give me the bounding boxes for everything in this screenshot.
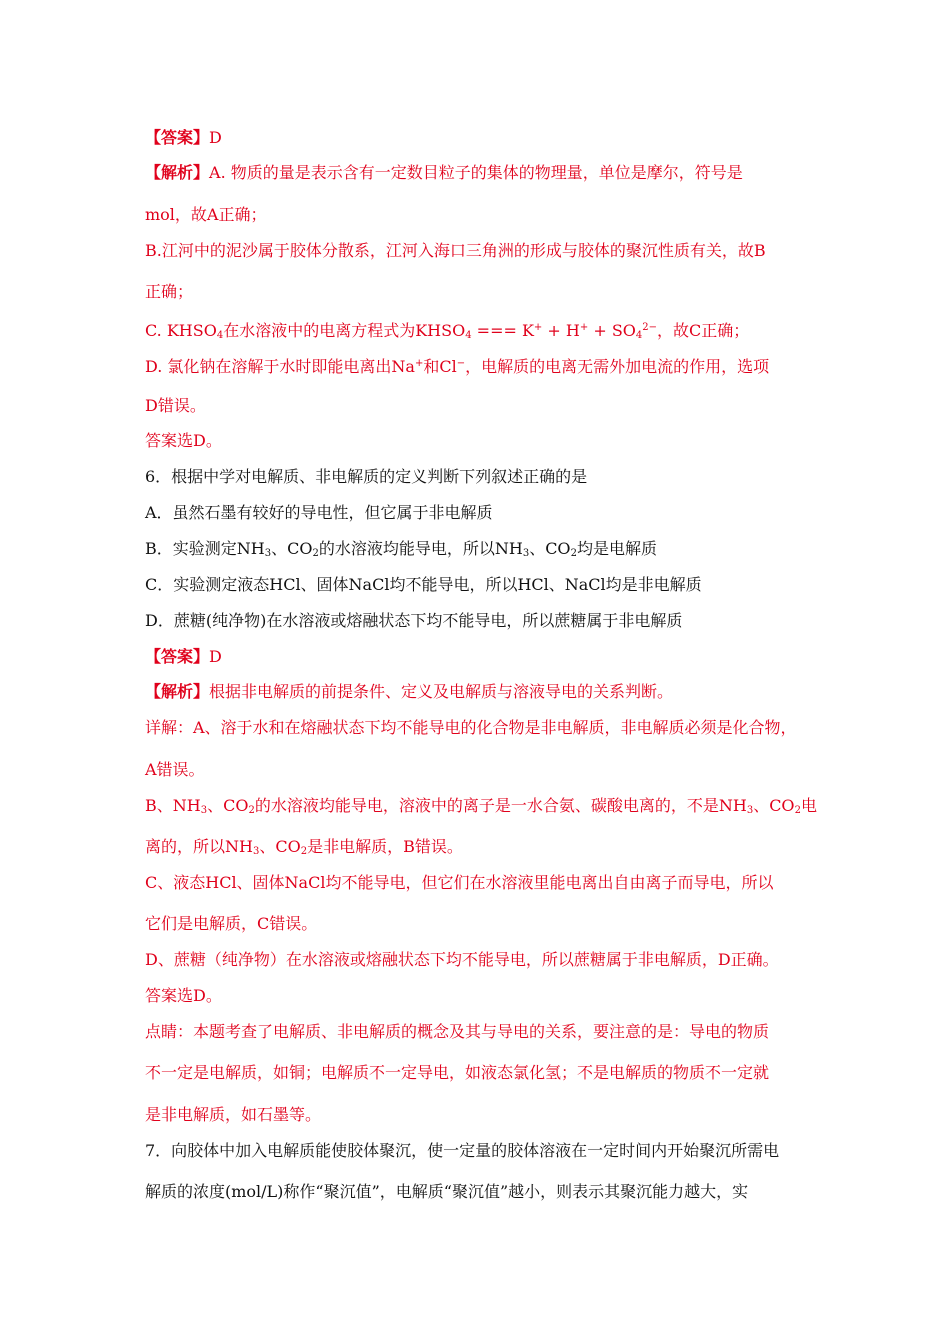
q6-option-a: A．虽然石墨有较好的导电性，但它属于非电解质: [145, 503, 493, 522]
text-segment: 、CO: [529, 539, 571, 558]
q6-answer-line: [145, 647, 222, 667]
q5-analysis-b-line-1: B.江河中的泥沙属于胶体分散系，江河入海口三角洲的形成与胶体的聚沉性质有关，故B: [145, 241, 766, 260]
q6-option-d: D．蔗糖(纯净物)在水溶液或熔融状态下均不能导电，所以蔗糖属于非电解质: [145, 611, 683, 630]
analysis-label: 【解析】: [145, 163, 210, 182]
subscript: 2: [570, 548, 577, 559]
q6-comment-line-3: 是非电解质，如石墨等。: [145, 1105, 322, 1124]
answer-label: 【答案】: [145, 647, 210, 666]
text-segment: === K: [471, 321, 534, 340]
q5-analysis-d-line-2: D错误。: [145, 396, 206, 415]
subscript: 3: [200, 805, 208, 816]
superscript: +: [414, 358, 424, 369]
text-segment: 、CO: [271, 539, 313, 558]
text-segment: 、CO: [207, 796, 249, 815]
q6-detail-b-line-1: [145, 796, 817, 821]
text-segment: 均是电解质: [576, 539, 657, 558]
text-segment: D. 氯化钠在溶解于水时即能电离出Na: [145, 357, 415, 376]
q6-comment-line-2: 不一定是电解质，如铜；电解质不一定导电，如液态氯化氢；不是电解质的物质不一定就: [145, 1063, 770, 1082]
text-segment: 的水溶液均能导电，所以NH: [318, 539, 523, 558]
subscript: 3: [522, 548, 530, 559]
q5-analysis-line-2: mol，故A正确；: [145, 205, 267, 224]
q7-stem-line-2: 解质的浓度(mol/L)称作“聚沉值”，电解质“聚沉值”越小，则表示其聚沉能力越大，实: [145, 1182, 749, 1201]
q6-stem: 6．根据中学对电解质、非电解质的定义判断下列叙述正确的是: [145, 467, 588, 486]
answer-value: D: [209, 128, 222, 147]
superscript: +: [533, 322, 543, 333]
subscript: 3: [264, 548, 272, 559]
q6-option-b: [145, 539, 657, 564]
text-segment: 和Cl: [423, 357, 457, 376]
subscript: 2: [300, 846, 308, 857]
text-segment: B、NH: [145, 796, 201, 815]
text-segment: B．实验测定NH: [145, 539, 265, 558]
subscript: 4: [216, 330, 224, 341]
subscript: 3: [252, 846, 260, 857]
q6-conclusion: 答案选D。: [145, 986, 222, 1005]
q6-detail-c-line-2: 它们是电解质，C错误。: [145, 914, 318, 933]
q6-comment-line-1: 点睛：本题考查了电解质、非电解质的概念及其与导电的关系，要注意的是：导电的物质: [145, 1022, 770, 1041]
answer-value: D: [209, 647, 222, 666]
subscript: 4: [465, 330, 472, 341]
analysis-text: 根据非电解质的前提条件、定义及电解质与溶液导电的关系判断。: [209, 682, 674, 701]
text-segment: 是非电解质，B错误。: [307, 837, 463, 856]
q5-answer-line: [145, 128, 222, 148]
text-segment: ，故C正确；: [657, 321, 750, 340]
superscript: +: [579, 322, 589, 333]
q7-stem-line-1: 7．向胶体中加入电解质能使胶体聚沉，使一定量的胶体溶液在一定时间内开始聚沉所需电: [145, 1141, 780, 1160]
analysis-label: 【解析】: [145, 682, 210, 701]
analysis-text: A. 物质的量是表示含有一定数目粒子的集体的物理量，单位是摩尔，符号是: [209, 163, 743, 182]
q5-analysis-b-line-2: 正确；: [145, 282, 194, 301]
superscript: 2−: [642, 322, 658, 333]
text-segment: 在水溶液中的电离方程式为KHSO: [223, 321, 466, 340]
q6-detail-d: D、蔗糖（纯净物）在水溶液或熔融状态下均不能导电，所以蔗糖属于非电解质，D正确。: [145, 950, 779, 969]
q6-option-c: C．实验测定液态HCl、固体NaCl均不能导电，所以HCl、NaCl均是非电解质: [145, 575, 702, 594]
superscript: −: [456, 358, 466, 369]
q5-conclusion: 答案选D。: [145, 431, 222, 450]
text-segment: + SO: [588, 321, 636, 340]
q5-analysis-line-1: [145, 163, 743, 183]
q5-analysis-d-line-1: [145, 354, 769, 377]
q6-detail-c-line-1: C、液态HCl、固体NaCl均不能导电，但它们在水溶液里能电离出自由离子而导电，所以: [145, 873, 774, 892]
q6-detail-a-line-2: A错误。: [145, 760, 205, 779]
subscript: 3: [746, 805, 754, 816]
text-segment: 的水溶液均能导电，溶液中的离子是一水合氨、碳酸电离的，不是NH: [254, 796, 747, 815]
text-segment: + H: [542, 321, 580, 340]
text-segment: C. KHSO: [145, 321, 217, 340]
q6-detail-a-line-1: 详解：A、溶于水和在熔融状态下均不能导电的化合物是非电解质，非电解质必须是化合物，: [145, 718, 797, 737]
q5-analysis-c-line: [145, 318, 749, 346]
subscript: 2: [312, 548, 319, 559]
subscript: 4: [635, 330, 643, 341]
answer-label: 【答案】: [145, 128, 210, 147]
text-segment: 离的，所以NH: [145, 837, 253, 856]
q6-detail-b-line-2: [145, 837, 463, 862]
text-segment: ，电解质的电离无需外加电流的作用，选项: [465, 357, 770, 376]
text-segment: 、CO: [753, 796, 795, 815]
subscript: 2: [794, 805, 801, 816]
q6-analysis-intro: [145, 682, 673, 702]
text-segment: 电: [800, 796, 817, 815]
subscript: 2: [248, 805, 255, 816]
text-segment: 、CO: [259, 837, 301, 856]
